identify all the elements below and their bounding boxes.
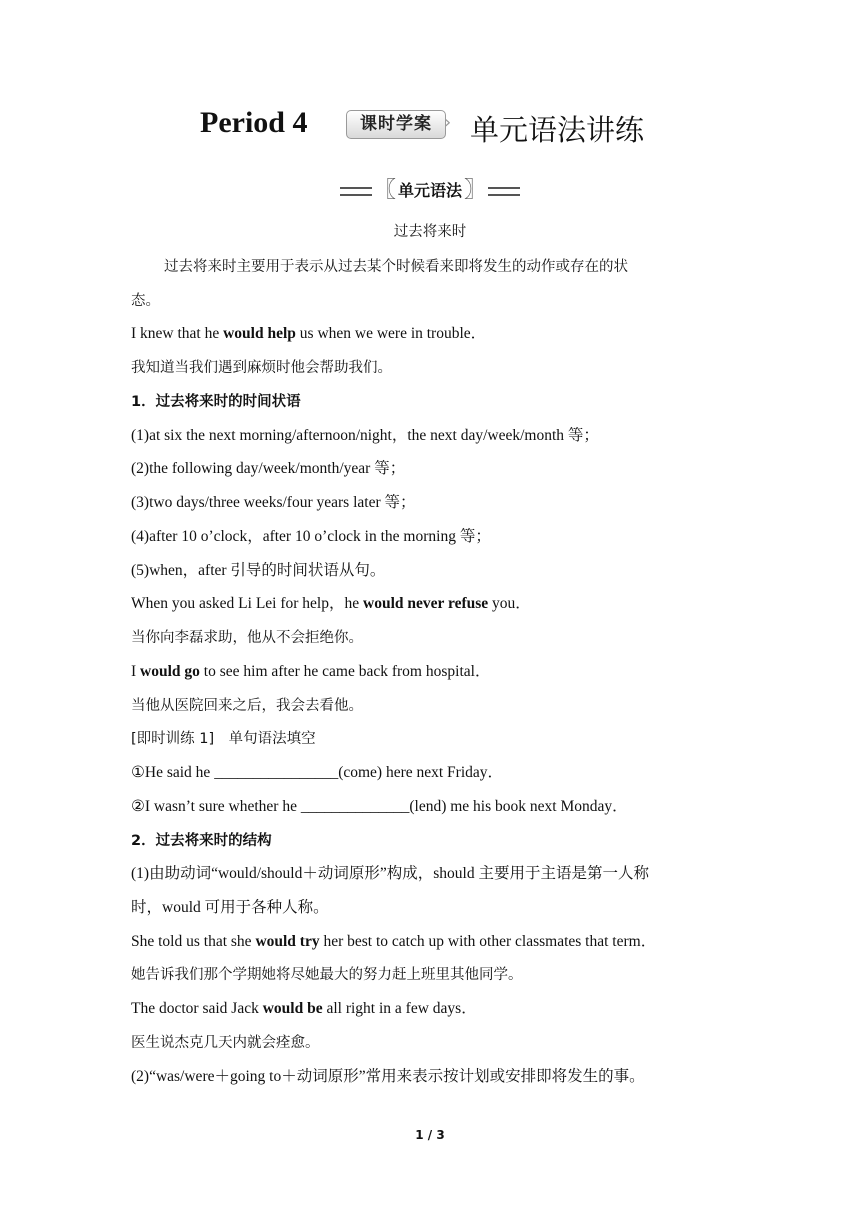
subheading-2: 2．过去将来时的结构 (131, 833, 272, 849)
list-item: (5)when，after 引导的时间状语从句。 (131, 562, 386, 579)
topic-heading: 过去将来时 (393, 224, 467, 240)
example-text: When you asked Li Lei for help，he (131, 595, 363, 612)
intro-line-2: 态。 (131, 293, 160, 309)
structure-line-1: (1)由助动词“would/should＋动词原形”构成，should 主要用于主语是第一人称 (131, 865, 649, 882)
banner-lines-right (488, 187, 520, 196)
example-translation: 她告诉我们那个学期她将尽她最大的努力赶上班里其他同学。 (131, 967, 523, 983)
example-text: I (131, 663, 141, 680)
list-item: (3)two days/three weeks/four years later 等； (131, 494, 416, 511)
example-highlight: would help (223, 325, 296, 342)
unit-title: 单元语法讲练 (470, 113, 645, 147)
example-translation: 当你向李磊求助，他从不会拒绝你。 (131, 630, 363, 646)
lesson-badge: 课时学案 (346, 110, 446, 139)
list-item: (1)at six the next morning/afternoon/night，the next day/week/month 等； (131, 427, 599, 444)
example-text: The doctor said Jack (131, 1000, 263, 1017)
banner-lines-left (340, 187, 372, 196)
badge-arrow-icon: › (444, 112, 452, 133)
example-highlight: would never refuse (363, 595, 489, 612)
page-number: 1 / 3 (415, 1128, 445, 1142)
subheading-1: 1．过去将来时的时间状语 (131, 394, 301, 410)
example-text: you． (488, 595, 531, 612)
example-text: her best to catch up with other classmates that term． (319, 933, 657, 950)
example-highlight: would try (255, 933, 320, 950)
bracket-right-icon: 〗 (463, 178, 486, 203)
intro-line-1: 过去将来时主要用于表示从过去某个时候看来即将发生的动作或存在的状 (164, 259, 628, 275)
period-label: Period 4 (200, 106, 308, 139)
example-text: to see him after he came back from hospital． (199, 663, 491, 680)
example-sentence (131, 324, 486, 344)
bracket-left-icon: 〖 (374, 178, 397, 203)
example-translation: 当他从医院回来之后，我会去看他。 (131, 698, 363, 714)
example-text: I knew that he (131, 325, 224, 342)
example-text: She told us that she (131, 933, 256, 950)
practice-question-2: ②I wasn’t sure whether he ______________(lend) me his book next Monday． (131, 798, 628, 815)
list-item: (4)after 10 o’clock，after 10 o’clock in the morning 等； (131, 528, 491, 545)
page-title (0, 102, 860, 152)
section-banner (336, 176, 524, 206)
practice-question-1: ①He said he ________________(come) here next Friday． (131, 764, 504, 781)
example-text: all right in a few days． (322, 1000, 477, 1017)
example-translation: 我知道当我们遇到麻烦时他会帮助我们。 (131, 360, 392, 376)
example-sentence (131, 999, 477, 1019)
example-sentence (131, 594, 531, 614)
list-item: (2)the following day/week/month/year 等； (131, 460, 406, 477)
example-text: us when we were in trouble． (295, 325, 487, 342)
example-highlight: would be (262, 1000, 323, 1017)
practice-label: [即时训练 1] 单句语法填空 (131, 731, 316, 747)
structure-line-2: 时，would 可用于各种人称。 (131, 899, 329, 916)
section-title: 单元语法 (397, 181, 462, 200)
example-translation: 医生说杰克几天内就会痊愈。 (131, 1035, 320, 1051)
example-highlight: would go (140, 663, 200, 680)
example-sentence (131, 932, 656, 952)
example-sentence (131, 662, 490, 682)
structure-line-3: (2)“was/were＋going to＋动词原形”常用来表示按计划或安排即将发生的事。 (131, 1068, 645, 1085)
